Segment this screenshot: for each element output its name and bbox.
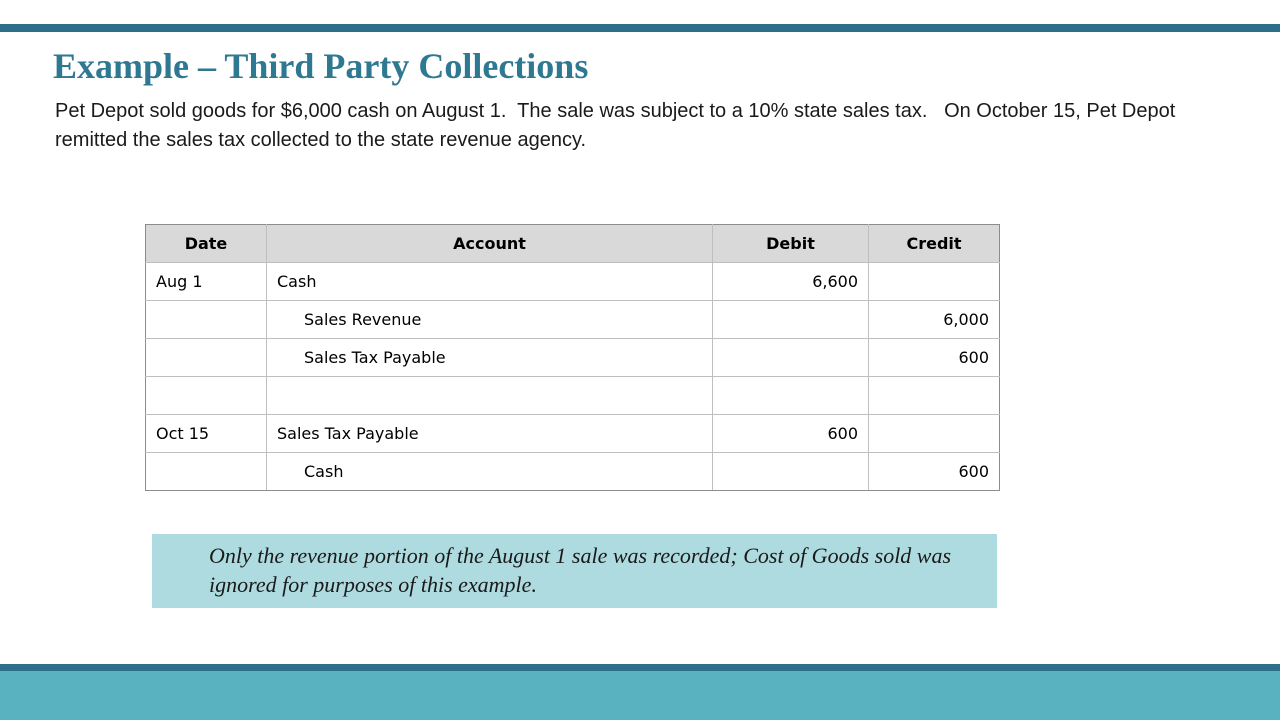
credit-cell: 600 <box>869 453 1000 491</box>
date-cell: Aug 1 <box>146 263 267 301</box>
intro-paragraph: Pet Depot sold goods for $6,000 cash on August 1. The sale was subject to a 10% state sales tax. On October 15, Pet Depot remitted the sales tax collected to the state revenue agency. <box>55 100 1181 151</box>
top-accent-bar <box>0 24 1280 32</box>
debit-cell <box>713 377 869 415</box>
credit-cell <box>869 263 1000 301</box>
credit-cell <box>869 415 1000 453</box>
account-cell: Sales Revenue <box>267 301 713 339</box>
debit-cell <box>713 301 869 339</box>
table-header-row <box>146 225 1000 263</box>
note-text: Only the revenue portion of the August 1 sale was recorded; Cost of Goods sold was ignored for purposes of this example. <box>209 543 952 597</box>
debit-cell <box>713 453 869 491</box>
date-cell <box>146 339 267 377</box>
account-cell <box>267 377 713 415</box>
credit-cell <box>869 377 1000 415</box>
date-cell <box>146 453 267 491</box>
table-row <box>146 263 1000 301</box>
table-row <box>146 377 1000 415</box>
slide-title: Example – Third Party Collections <box>53 46 589 86</box>
credit-cell: 6,000 <box>869 301 1000 339</box>
account-cell: Cash <box>267 263 713 301</box>
table-row <box>146 415 1000 453</box>
column-header-date: Date <box>146 225 267 263</box>
account-cell: Sales Tax Payable <box>267 339 713 377</box>
account-cell: Sales Tax Payable <box>267 415 713 453</box>
column-header-credit: Credit <box>869 225 1000 263</box>
account-cell: Cash <box>267 453 713 491</box>
table-row <box>146 301 1000 339</box>
bottom-accent-stripe <box>0 664 1280 671</box>
credit-cell: 600 <box>869 339 1000 377</box>
debit-cell: 6,600 <box>713 263 869 301</box>
bottom-footer-bar <box>0 671 1280 720</box>
note-callout <box>152 534 997 608</box>
column-header-account: Account <box>267 225 713 263</box>
debit-cell <box>713 339 869 377</box>
table-row <box>146 339 1000 377</box>
date-cell <box>146 301 267 339</box>
journal-entry-table <box>145 224 1000 491</box>
column-header-debit: Debit <box>713 225 869 263</box>
date-cell: Oct 15 <box>146 415 267 453</box>
date-cell <box>146 377 267 415</box>
table-row <box>146 453 1000 491</box>
debit-cell: 600 <box>713 415 869 453</box>
